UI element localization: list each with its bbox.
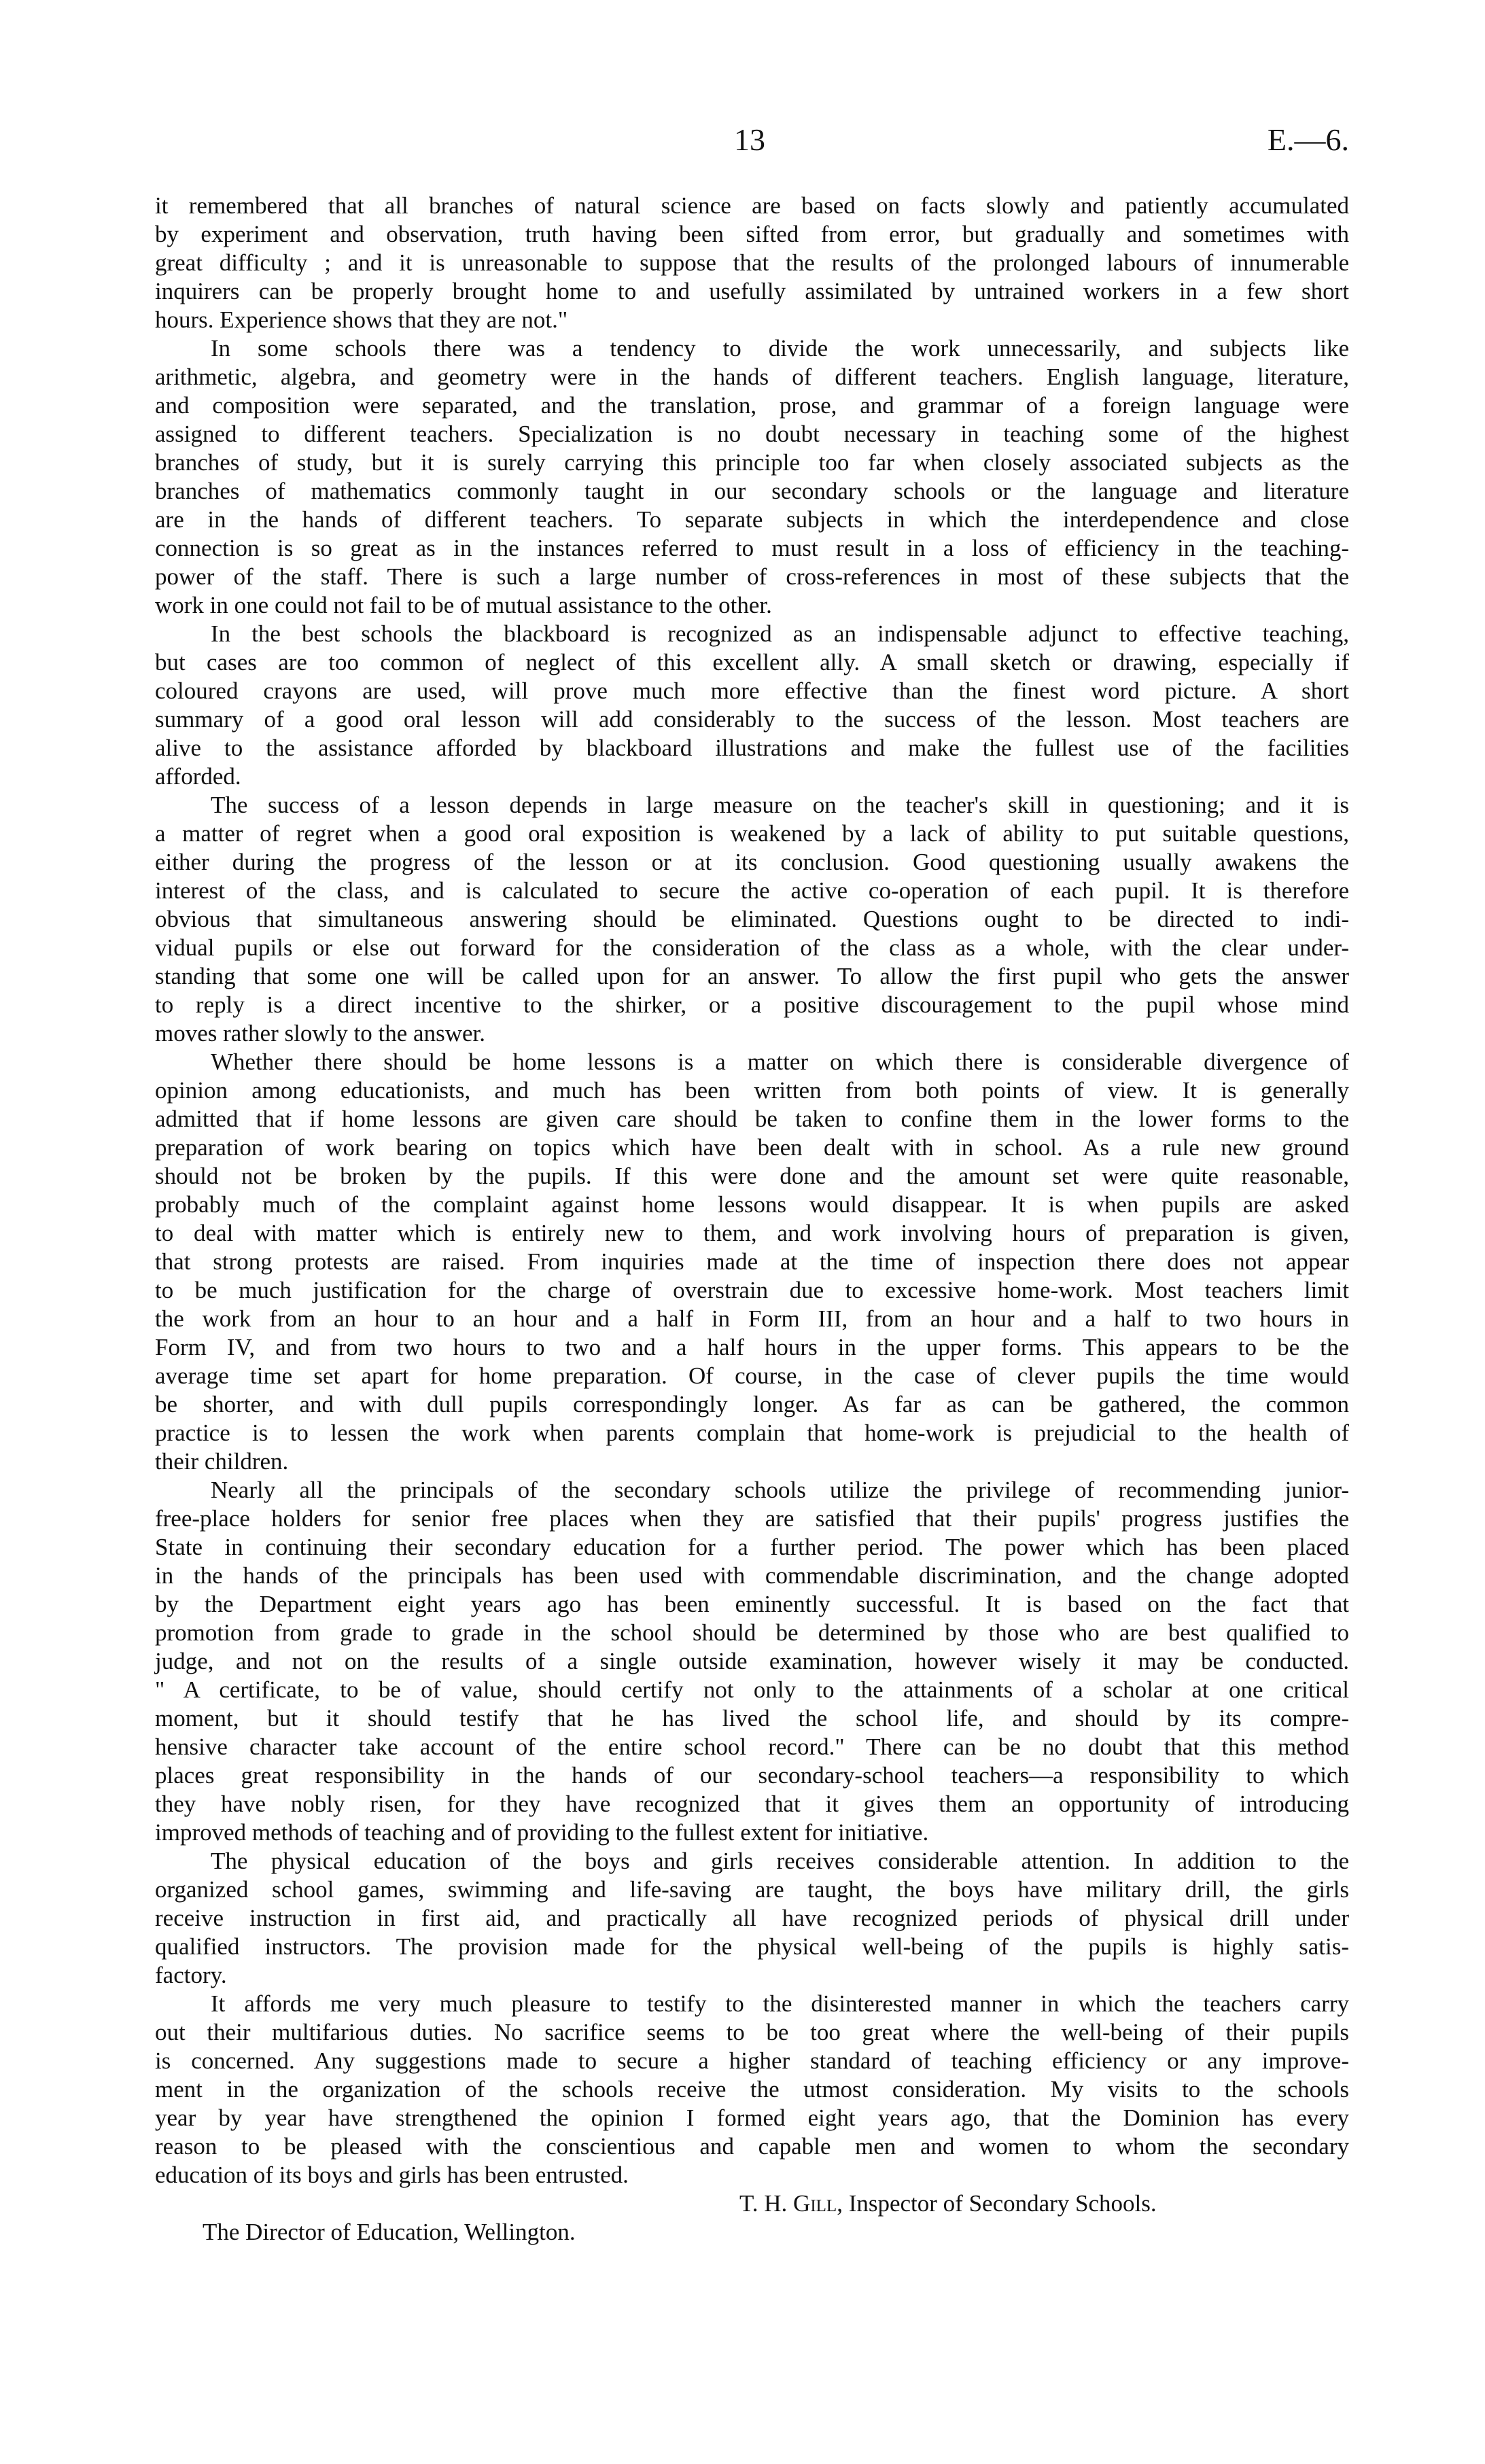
paragraph [155,1476,1349,1847]
text-line: but cases are too common of neglect of this excellent ally. A small sketch or drawing, especially if [155,649,1349,675]
paragraph [155,1990,1349,2189]
text-line: out their multifarious duties. No sacrifice seems to be too great where the well-being of their pupils [155,2019,1349,2045]
text-line: to reply is a direct incentive to the shirker, or a positive discouragement to the pupil whose mind [155,991,1349,1018]
text-line: alive to the assistance afforded by blackboard illustrations and make the fullest use of the facilities [155,735,1349,761]
text-line: branches of mathematics commonly taught in our secondary schools or the language and literature [155,478,1349,504]
report-body [155,192,1349,2247]
text-line: In the best schools the blackboard is recognized as an indispensable adjunct to effective teaching, [211,620,1349,647]
text-line: work in one could not fail to be of mutual assistance to the other. [155,592,772,618]
text-line: is concerned. Any suggestions made to secure a higher standard of teaching efficiency or any improve- [155,2047,1349,2074]
paragraph [155,1847,1349,1990]
text-line: be shorter, and with dull pupils correspondingly longer. As far as can be gathered, the common [155,1391,1349,1418]
text-line: In some schools there was a tendency to divide the work unnecessarily, and subjects like [211,335,1349,362]
text-line: The success of a lesson depends in large measure on the teacher's skill in questioning; and it is [211,792,1349,818]
text-line: and composition were separated, and the translation, prose, and grammar of a foreign language were [155,392,1349,419]
page-number: 13 [734,122,765,157]
text-line: vidual pupils or else out forward for the consideration of the class as a whole, with the clear under- [155,934,1349,961]
text-line: places great responsibility in the hands of our secondary-school teachers—a responsibility to which [155,1762,1349,1789]
text-line: should not be broken by the pupils. If this were done and the amount set were quite reasonable, [155,1163,1349,1189]
text-line: coloured crayons are used, will prove much more effective than the finest word picture. A short [155,677,1349,704]
text-line: average time set apart for home preparation. Of course, in the case of clever pupils the time would [155,1362,1349,1389]
text-line: it remembered that all branches of natural science are based on facts slowly and patiently accumulated [155,192,1349,219]
text-line: Whether there should be home lessons is a matter on which there is considerable divergence of [211,1049,1349,1075]
paragraph [155,791,1349,1048]
text-line: factory. [155,1962,227,1988]
text-line: arithmetic, algebra, and geometry were in the hands of different teachers. English language, literature, [155,364,1349,390]
paragraph [155,334,1349,620]
text-line: assigned to different teachers. Specialization is no doubt necessary in teaching some of the highest [155,421,1349,447]
text-line: receive instruction in first aid, and practically all have recognized periods of physical drill under [155,1905,1349,1931]
text-line: afforded. [155,763,241,790]
text-line: to deal with matter which is entirely new to them, and work involving hours of preparation is given, [155,1220,1349,1246]
text-line: that strong protests are raised. From inquiries made at the time of inspection there does not appear [155,1248,1349,1275]
text-line: State in continuing their secondary education for a further period. The power which has been placed [155,1534,1349,1560]
paragraphs [155,192,1349,2189]
text-line: by the Department eight years ago has been eminently successful. It is based on the fact that [155,1591,1349,1617]
text-line: in the hands of the principals has been used with commendable discrimination, and the change adopted [155,1562,1349,1589]
paragraph [155,192,1349,334]
text-line: reason to be pleased with the conscientious and capable men and women to whom the secondary [155,2133,1349,2160]
text-line: either during the progress of the lesson or at its conclusion. Good questioning usually awakens the [155,849,1349,875]
text-line: moment, but it should testify that he has lived the school life, and should by its compre- [155,1705,1349,1731]
text-line: qualified instructors. The provision made for the physical well-being of the pupils is highly satis- [155,1933,1349,1960]
text-line: their children. [155,1448,289,1475]
text-line: power of the staff. There is such a large number of cross-references in most of these subjects that the [155,563,1349,590]
text-line: probably much of the complaint against home lessons would disappear. It is when pupils are asked [155,1191,1349,1218]
text-line: Form IV, and from two hours to two and a half hours in the upper forms. This appears to be the [155,1334,1349,1360]
text-line: It affords me very much pleasure to testify to the disinterested manner in which the teachers carry [211,1990,1349,2017]
text-line: interest of the class, and is calculated to secure the active co-operation of each pupil. It is therefore [155,877,1349,904]
text-line: free-place holders for senior free places when they are satisfied that their pupils' progress justifies the [155,1505,1349,1532]
text-line: inquirers can be properly brought home to and usefully assimilated by untrained workers in a few short [155,278,1349,304]
text-line: obvious that simultaneous answering should be eliminated. Questions ought to be directed to indi- [155,906,1349,932]
text-line: branches of study, but it is surely carrying this principle too far when closely associated subjects as the [155,449,1349,476]
text-line: judge, and not on the results of a single outside examination, however wisely it may be conducted. [155,1648,1349,1674]
text-line: promotion from grade to grade in the school should be determined by those who are best qualified to [155,1619,1349,1646]
text-line: a matter of regret when a good oral exposition is weakened by a lack of ability to put suitable questions, [155,820,1349,847]
text-line: education of its boys and girls has been entrusted. [155,2162,629,2188]
text-line: hours. Experience shows that they are not." [155,306,568,333]
text-line: great difficulty ; and it is unreasonable to suppose that the results of the prolonged labours of innumerable [155,249,1349,276]
text-line: opinion among educationists, and much has been written from both points of view. It is generally [155,1077,1349,1104]
text-line: improved methods of teaching and of providing to the fullest extent for initiative. [155,1819,929,1846]
text-line: preparation of work bearing on topics which have been dealt with in school. As a rule new ground [155,1134,1349,1161]
text-line: Nearly all the principals of the secondary schools utilize the privilege of recommending junior- [211,1477,1349,1503]
text-line: the work from an hour to an hour and a half in Form III, from an hour and a half to two hours in [155,1305,1349,1332]
text-line: admitted that if home lessons are given care should be taken to confine them in the lower forms to the [155,1106,1349,1132]
text-line: practice is to lessen the work when parents complain that home-work is prejudicial to the health of [155,1420,1349,1446]
text-line: to be much justification for the charge of overstrain due to excessive home-work. Most teachers limit [155,1277,1349,1303]
text-line: standing that some one will be called upon for an answer. To allow the first pupil who gets the answer [155,963,1349,989]
text-line: The physical education of the boys and girls receives considerable attention. In addition to the [211,1848,1349,1874]
addressee: The Director of Education, Wellington. [203,2219,576,2245]
text-line: by experiment and observation, truth having been sifted from error, but gradually and sometimes with [155,221,1349,247]
text-line: hensive character take account of the entire school record." There can be no doubt that this method [155,1733,1349,1760]
text-line: ment in the organization of the schools receive the utmost consideration. My visits to the schools [155,2076,1349,2102]
signature-line [155,2189,1349,2218]
text-line: summary of a good oral lesson will add considerably to the success of the lesson. Most teachers are [155,706,1349,733]
paragraph [155,620,1349,791]
paragraph [155,1048,1349,1476]
document-code: E.—6. [1267,122,1349,157]
signature-name: T. H. Gill [739,2190,837,2217]
text-line: connection is so great as in the instances referred to must result in a loss of efficiency in the teaching- [155,535,1349,561]
text-line: organized school games, swimming and life-saving are taught, the boys have military drill, the girls [155,1876,1349,1903]
text-line: moves rather slowly to the answer. [155,1020,486,1046]
text-line: are in the hands of different teachers. To separate subjects in which the interdependence and close [155,506,1349,533]
signature-title: , Inspector of Secondary Schools. [837,2190,1157,2217]
text-line: year by year have strengthened the opinion I formed eight years ago, that the Dominion has every [155,2105,1349,2131]
text-line: they have nobly risen, for they have recognized that it gives them an opportunity of introducing [155,1791,1349,1817]
text-line: " A certificate, to be of value, should certify not only to the attainments of a scholar at one critical [155,1676,1349,1703]
